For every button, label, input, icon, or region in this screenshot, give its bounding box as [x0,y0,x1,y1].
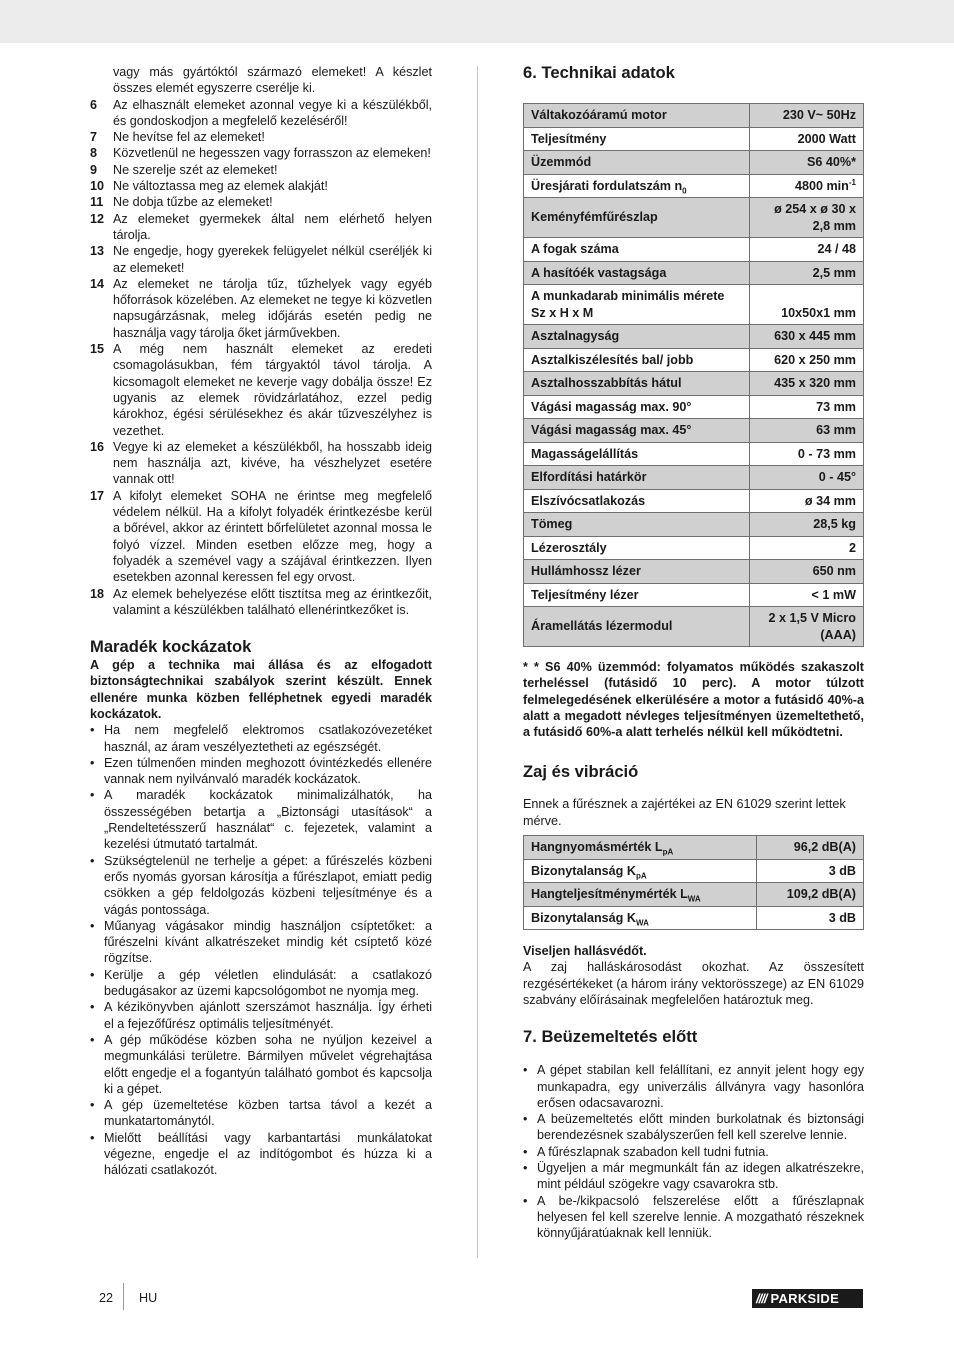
spec-value: 2000 Watt [797,131,856,146]
spec-value-cell [749,442,864,466]
noise-table [523,835,864,930]
item-text: Ne hevítse fel az elemeket! [113,130,265,145]
spec-label-cell [524,325,750,349]
table-row [524,395,864,419]
noise-label: Hangteljesítménymérték L [531,887,688,902]
bullet-item: • Ezen túlmenően minden meghozott óvintézkedés ellenére vannak nem nyilvánvaló maradék kockázatok. [90,755,432,788]
item-text: Vegye ki az elemeket a készülékből, ha hosszabb ideig nem használja azt, kivéve, ha vészhelyzet esetére vannak ott! [113,439,432,487]
spec-value-cell [749,325,864,349]
table-row [524,607,864,647]
list-item [90,439,432,488]
spec-label-cell [524,489,750,513]
spec-value: ø 254 x ø 30 x 2,8 mm [774,202,856,233]
spec-label: Tömeg [531,517,573,531]
item-text: Ne szerelje szét az elemeket! [113,162,278,177]
table-row [524,442,864,466]
list-item [90,276,432,341]
noise-label-cell [524,836,757,860]
noise-label-cell [524,906,757,930]
logo-text: PARKSIDE [770,1291,840,1306]
spec-value-cell [749,127,864,151]
bullet-item: • Műanyag vágásakor mindig használjon csíptetőket: a fűrészelni kívánt alkatrészeket mindig két csíptető közé rögzítse. [90,918,432,967]
residual-risks-list [90,722,432,1178]
spec-value-cell [749,560,864,584]
spec-value-cell [749,348,864,372]
table-row [524,466,864,490]
spec-label-cell [524,395,750,419]
item-number: 14 [90,276,105,291]
language-code: HU [139,1291,158,1305]
item-number: 8 [90,146,98,161]
spec-value: 650 nm [812,564,856,578]
table-row [524,104,864,128]
spec-value: 4800 min [794,178,849,193]
bullet-item: • A gép működése közben soha ne nyúljon kezeivel a megmunkálási területre. Bármilyen művelet végrehajtása előtt engedje el a fogantyún található gombot és kapcsolja ki a gépet. [90,1032,432,1097]
spec-label: Magasságelállítás [531,446,639,461]
noise-label-cell [524,883,757,907]
spec-label-cell [524,285,750,325]
noise-label: Bizonytalanság K [531,863,636,878]
spec-value: S6 40%* [806,155,856,169]
item-text: Az elhasznált elemeket azonnal vegye ki a készülékből, és gondoskodjon a megfelelő kezeléséről! [113,97,432,128]
hearing-text: A zaj halláskárosodást okozhat. Az összesített rezgésértékeket (a három irány vektorösszege) az EN 61029 szabvány előírásainak megfelelően határoztuk meg. [523,960,864,1007]
spec-value-cell [749,285,864,325]
spec-value-cell [749,261,864,285]
table-row [524,348,864,372]
noise-label: Bizonytalanság K [531,910,636,925]
list-item [90,162,432,178]
item-number: 11 [90,195,104,210]
table-row [524,127,864,151]
spec-label-cell [524,238,750,262]
spec-label-cell [524,466,750,490]
spec-label-cell [524,419,750,443]
list-item [90,194,432,210]
table-row [524,238,864,262]
noise-label-subscript: pA [635,871,647,881]
list-item [90,243,432,276]
spec-label-cell [524,607,750,647]
parkside-logo [752,1289,863,1308]
list-item [90,178,432,194]
spec-value: 630 x 445 mm [774,329,856,343]
spec-label: Asztalhosszabbítás hátul [531,376,682,390]
item-text: A kifolyt elemeket SOHA ne érintse meg megfelelő védelem nélkül. Ha a kifolyt folyadék érintkezésbe kerül a bőrével, akkor az érintett bőrfelületet azonnal mossa le folyó vízzel. Minden esetben előzze meg, hogy a folyadék a szemével vagy a szájával érintkezzen. Ilyen esetekben azonnal keressen fel egy orvost. [113,488,432,585]
spec-value-cell [749,104,864,128]
bullet-item: • Ha nem megfelelő elektromos csatlakozóvezetéket használ, az áram veszélyeztetheti az egészségét. [90,722,432,755]
table-row [524,859,864,883]
list-item [90,145,432,161]
table-row [524,198,864,238]
noise-label-subscript: WA [635,918,649,928]
noise-label: Hangnyomásmérték L [531,840,663,855]
spec-label: Vágási magasság max. 45° [531,423,692,437]
column-divider [477,66,478,1258]
spec-label-subscript: 0 [682,186,687,196]
logo-stripes-icon: //// [756,1291,767,1306]
spec-label: Hullámhossz lézer [531,564,641,578]
noise-value-cell [757,836,864,860]
spec-label: Váltakozóáramú motor [531,108,667,122]
spec-label: Asztalnagyság [531,329,620,343]
hearing-protection-note: Viseljen hallásvédőt. [523,944,647,959]
spec-label-cell [524,560,750,584]
spec-value: 73 mm [816,399,856,414]
bullet-item: • A kézikönyvben ajánlott szerszámot használja. Így érheti el a fejezőfűrész optimális teljesítményét. [90,999,432,1032]
spec-label: Elfordítási határkör [531,470,647,484]
noise-value: 3 dB [828,910,856,925]
item-text: A még nem használt elemeket az eredeti csomagolásukban, fém tárgyaktól távol tárolja. A kicsomagolt elemeket ne keverje vagy dobálja össze! Ez ugyanis az elemek rövidzárlatához, ezzel pedig károkhoz, égési sérülésekhez és akár tűzveszélyhez is vezethet. [113,342,432,438]
noise-value-cell [757,906,864,930]
table-row [524,372,864,396]
spec-label-cell [524,348,750,372]
table-row [524,883,864,907]
noise-heading: Zaj és vibráció [523,762,639,782]
list-item [90,488,432,586]
spec-value-cell [749,419,864,443]
spec-value: 2,5 mm [812,265,856,280]
spec-value: 620 x 250 mm [774,352,856,367]
bullet-item: • Kerülje a gép véletlen elindulását: a csatlakozó bedugásakor az üzemi kapcsológombot ne nyomja meg. [90,967,432,1000]
item-text: Az elemek behelyezése előtt tisztítsa meg az érintkezőit, valamint a készülékben található ellenérintkezőket is. [113,586,432,617]
before-startup-list [523,1062,864,1241]
spec-value: 28,5 kg [813,517,856,531]
item-number: 16 [90,439,105,454]
spec-value: 230 V~ 50Hz [782,108,856,122]
spec-label: Keményfémfűrészlap [531,210,658,225]
bullet-item: • Mielőtt beállítási vagy karbantartási munkálatokat végezne, engedje el az indítógombot és húzza ki a hálózati csatlakozót. [90,1130,432,1179]
spec-value-cell [749,395,864,419]
spec-value-superscript: -1 [848,177,856,187]
spec-value: 0 - 45° [818,470,856,484]
noise-label-subscript: pA [662,847,674,857]
spec-value: 2 x 1,5 V Micro (AAA) [768,611,856,642]
top-band [0,0,954,43]
spec-label: Teljesítmény [531,131,607,146]
bullet-item: • A gépet stabilan kell felállítani, ez annyit jelent hogy egy munkapadra, egy univerzális állványra vagy hasonlóra erősen odacsavarozni. [523,1062,864,1111]
residual-risks-intro: A gép a technika mai állása és az elfogadott biztonságtechnikai szabályok szerint készült. Ennek ellenére munka közben felléphetnek egyedi maradék kockázatok. [90,658,432,721]
item-number: 13 [90,244,105,259]
table-row [524,489,864,513]
item-number: 17 [90,488,105,503]
spec-value-cell [749,238,864,262]
item-text: Ne engedje, hogy gyerekek felügyelet nélkül cseréljék ki az elemeket! [113,244,432,275]
spec-label: Elszívócsatlakozás [531,493,646,508]
spec-label-cell [524,127,750,151]
spec-value-cell [749,489,864,513]
table-row [524,261,864,285]
table-row [524,583,864,607]
spec-value: 10x50x1 mm [781,305,856,320]
spec-label-cell [524,442,750,466]
list-item [90,586,432,619]
bullet-item: • A be-/kikpacsoló felszerelése előtt a fűrészlapnak helyesen fel kell szerelve lennie. A mozgatható részeknek könnyűjáratúaknak kell lenniük. [523,1193,864,1242]
battery-safety-list [90,97,432,619]
page-number: 22 [99,1291,114,1305]
list-item [90,211,432,244]
noise-intro: Ennek a fűrésznek a zajértékei az EN 61029 szerint lettek mérve. [523,797,846,828]
bullet-item: • A beüzemeltetés előtt minden burkolatnak és biztonsági berendezésnek szabályszerűen fell kell szerelve lennie. [523,1111,864,1144]
residual-risks-heading: Maradék kockázatok [90,637,252,657]
spec-label-cell [524,372,750,396]
spec-value: 2 [848,540,856,555]
footnote-s6: * * S6 40% üzemmód: folyamatos működés szakaszolt terheléssel (futásidő 10 perc). A motor túlzott felmelegedésének elkerülésére a motor a futásidő 40%-a alatt a megadott névleges teljesítményen üzemeltethető, a futásidő 60%-a alatt terhelés nélkül kell működtetni. [523,660,864,740]
spec-value-cell [749,513,864,537]
spec-label-cell [524,513,750,537]
table-row [524,906,864,930]
tech-data-heading: 6. Technikai adatok [523,63,675,82]
noise-value: 3 dB [828,863,856,878]
spec-value-cell [749,583,864,607]
table-row [524,419,864,443]
bullet-item: • Ügyeljen a már megmunkált fán az idegen alkatrészekre, mint például szögekre vagy csavarokra stb. [523,1160,864,1193]
spec-label: A munkadarab minimális mérete Sz x H x M [531,289,725,320]
noise-value: 109,2 dB(A) [786,887,856,902]
spec-label-cell [524,104,750,128]
spec-label: Lézerosztály [531,540,607,555]
item-text: Az elemeket gyermekek által nem elérhető helyen tárolja. [113,211,432,242]
item-text: Közvetlenül ne hegesszen vagy forrasszon az elemeken! [113,146,431,161]
spec-label: A hasítóék vastagsága [531,265,667,280]
item-number: 18 [90,586,105,601]
spec-label-cell [524,174,750,198]
list-item [90,129,432,145]
spec-value-cell [749,372,864,396]
spec-value-cell [749,607,864,647]
table-row [524,836,864,860]
item-text: Az elemeket ne tárolja tűz, tűzhelyek vagy egyéb hőforrások közelében. Az elemeket ne tegye ki közvetlen napsugárzásnak, meleg időjárás esetén pedig ne használja vagy tárolja őket járművekben. [113,276,432,340]
list-item [90,97,432,130]
spec-value: < 1 mW [811,587,856,602]
table-row [524,151,864,175]
item-number: 15 [90,342,105,357]
bullet-item: • A fűrészlapnak szabadon kell tudni futnia. [523,1144,864,1160]
item-number: 9 [90,162,98,177]
spec-value: ø 34 mm [804,493,856,508]
spec-label-cell [524,198,750,238]
spec-value: 24 / 48 [817,242,856,256]
spec-value: 435 x 320 mm [774,376,856,390]
table-row [524,513,864,537]
before-startup-heading: 7. Beüzemeltetés előtt [523,1027,698,1047]
spec-label-cell [524,536,750,560]
item-number: 6 [90,97,98,112]
item-5-continuation: vagy más gyártóktól származó elemeket! A készlet összes elemét egyszerre cserélje ki. [113,65,432,96]
tech-data-table [523,103,864,647]
spec-value-cell [749,151,864,175]
item-number: 10 [90,179,105,194]
spec-label: Áramellátás lézermodul [531,619,673,634]
spec-label: Üzemmód [531,155,592,169]
spec-label-cell [524,583,750,607]
spec-value-cell [749,198,864,238]
noise-label-subscript: WA [687,894,701,904]
noise-value-cell [757,883,864,907]
table-row [524,325,864,349]
spec-value-cell [749,466,864,490]
spec-label: Asztalkiszélesítés bal/ jobb [531,352,694,367]
noise-value: 96,2 dB(A) [793,840,856,855]
noise-value-cell [757,859,864,883]
spec-value: 63 mm [816,423,856,437]
bullet-item: • A maradék kockázatok minimalizálhatók, ha összességében betartja a „Biztonsági utasítások“ a „Rendeltetésszerű használat“ c. fejezetek, valamint a kezelési útmutató tartalmát. [90,787,432,852]
spec-label-cell [524,151,750,175]
left-column [90,64,432,1179]
spec-value-cell [749,174,864,198]
spec-label: A fogak száma [531,242,619,256]
bullet-item: • A gép üzemeltetése közben tartsa távol a kezét a munkatartománytól. [90,1097,432,1130]
item-text: Ne változtassa meg az elemek alakját! [113,179,328,194]
spec-label: Üresjárati fordulatszám n [531,178,683,193]
list-item [90,341,432,439]
noise-label-cell [524,859,757,883]
spec-label-cell [524,261,750,285]
item-number: 7 [90,130,98,145]
table-row [524,536,864,560]
spec-value-cell [749,536,864,560]
footer-separator [123,1283,124,1310]
spec-label: Vágási magasság max. 90° [531,399,692,414]
item-text: Ne dobja tűzbe az elemeket! [113,195,273,210]
right-column [523,64,864,1242]
bullet-item: • Szükségtelenül ne terhelje a gépet: a fűrészelés közbeni erős nyomás gyorsan károsítja a fűrészlapot, emiatt pedig csökken a gép feldolgozás közbeni teljesítménye és a vágás pontossága. [90,853,432,918]
table-row [524,174,864,198]
item-number: 12 [90,211,105,226]
table-row [524,285,864,325]
spec-value: 0 - 73 mm [797,446,856,461]
table-row [524,560,864,584]
spec-label: Teljesítmény lézer [531,587,639,602]
